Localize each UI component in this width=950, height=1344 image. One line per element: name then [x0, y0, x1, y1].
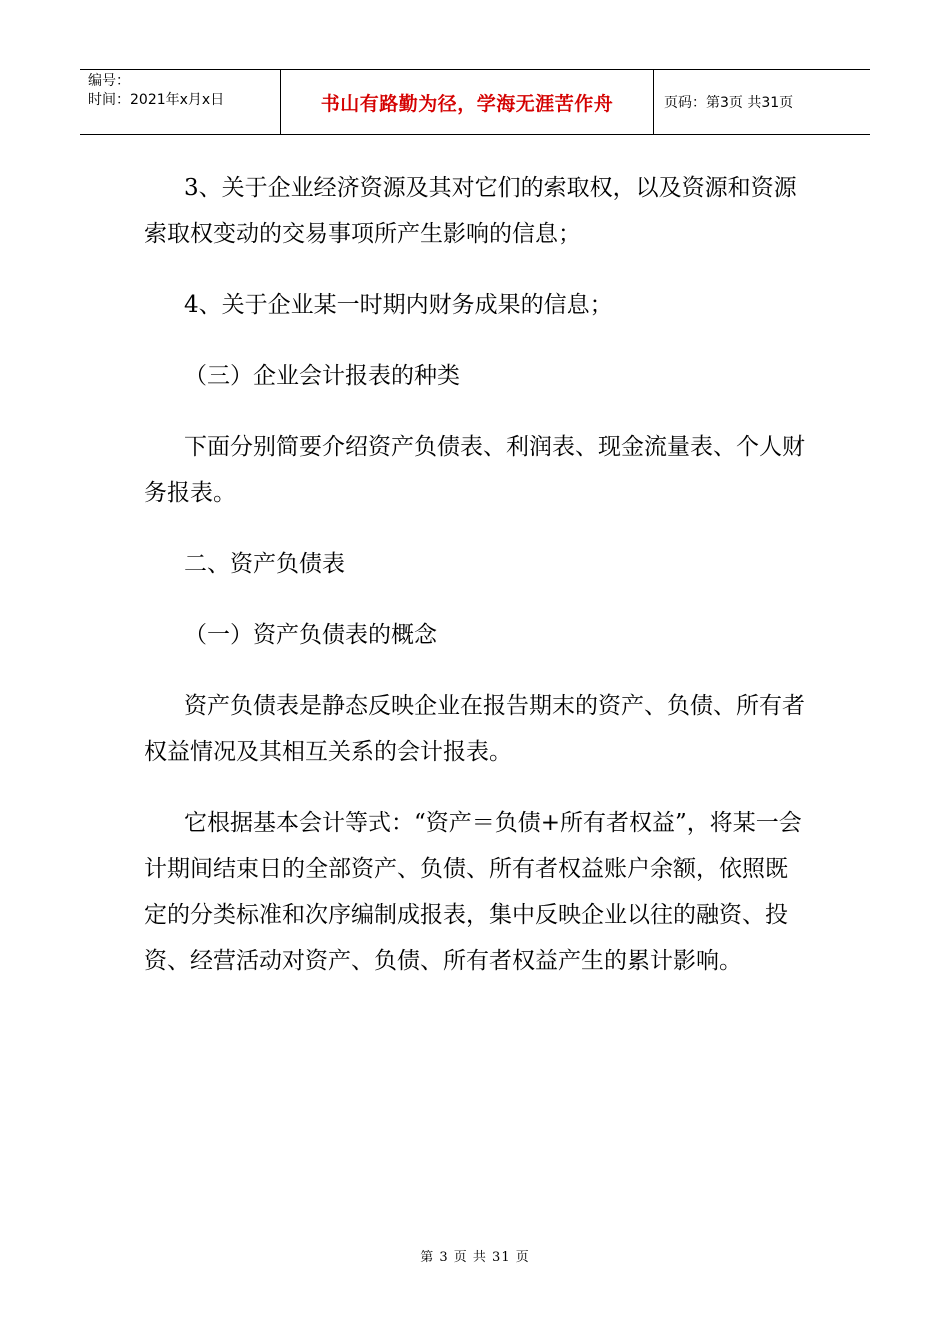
paragraph-equation: 它根据基本会计等式：“资产＝负债+所有者权益”，将某一会计期间结束日的全部资产、负债、所有者权益账户余额，依照既定的分类标准和次序编制成报表，集中反映企业以往的融资、投资、经营活动对资产、负债、所有者权益产生的累计影响。	[144, 810, 802, 974]
header-motto: 书山有路勤为径，学海无涯苦作舟	[281, 70, 654, 134]
serial-number-label: 编号：	[88, 73, 130, 89]
paragraph-intro: 下面分别简要介绍资产负债表、利润表、现金流量表、个人财务报表。	[144, 434, 805, 506]
header-page-number: 页码：第3页 共31页	[664, 95, 794, 111]
header-meta	[80, 70, 281, 134]
page-footer: 第 3 页 共 31 页	[420, 1250, 530, 1265]
section-heading-balance-sheet: 二、资产负债表	[184, 551, 345, 577]
subsection-heading-concept: （一）资产负债表的概念	[184, 622, 437, 648]
date-label: 时间：2021年x月x日	[88, 92, 225, 108]
section-heading-report-types: （三）企业会计报表的种类	[184, 363, 460, 389]
paragraph-item-4: 4、关于企业某一时期内财务成果的信息；	[184, 292, 613, 318]
page-header	[80, 69, 870, 135]
paragraph-item-3: 3、关于企业经济资源及其对它们的索取权，以及资源和资源索取权变动的交易事项所产生影响的信息；	[144, 175, 797, 247]
document-body	[144, 165, 810, 1009]
paragraph-definition: 资产负债表是静态反映企业在报告期末的资产、负债、所有者权益情况及其相互关系的会计报表。	[144, 693, 805, 765]
